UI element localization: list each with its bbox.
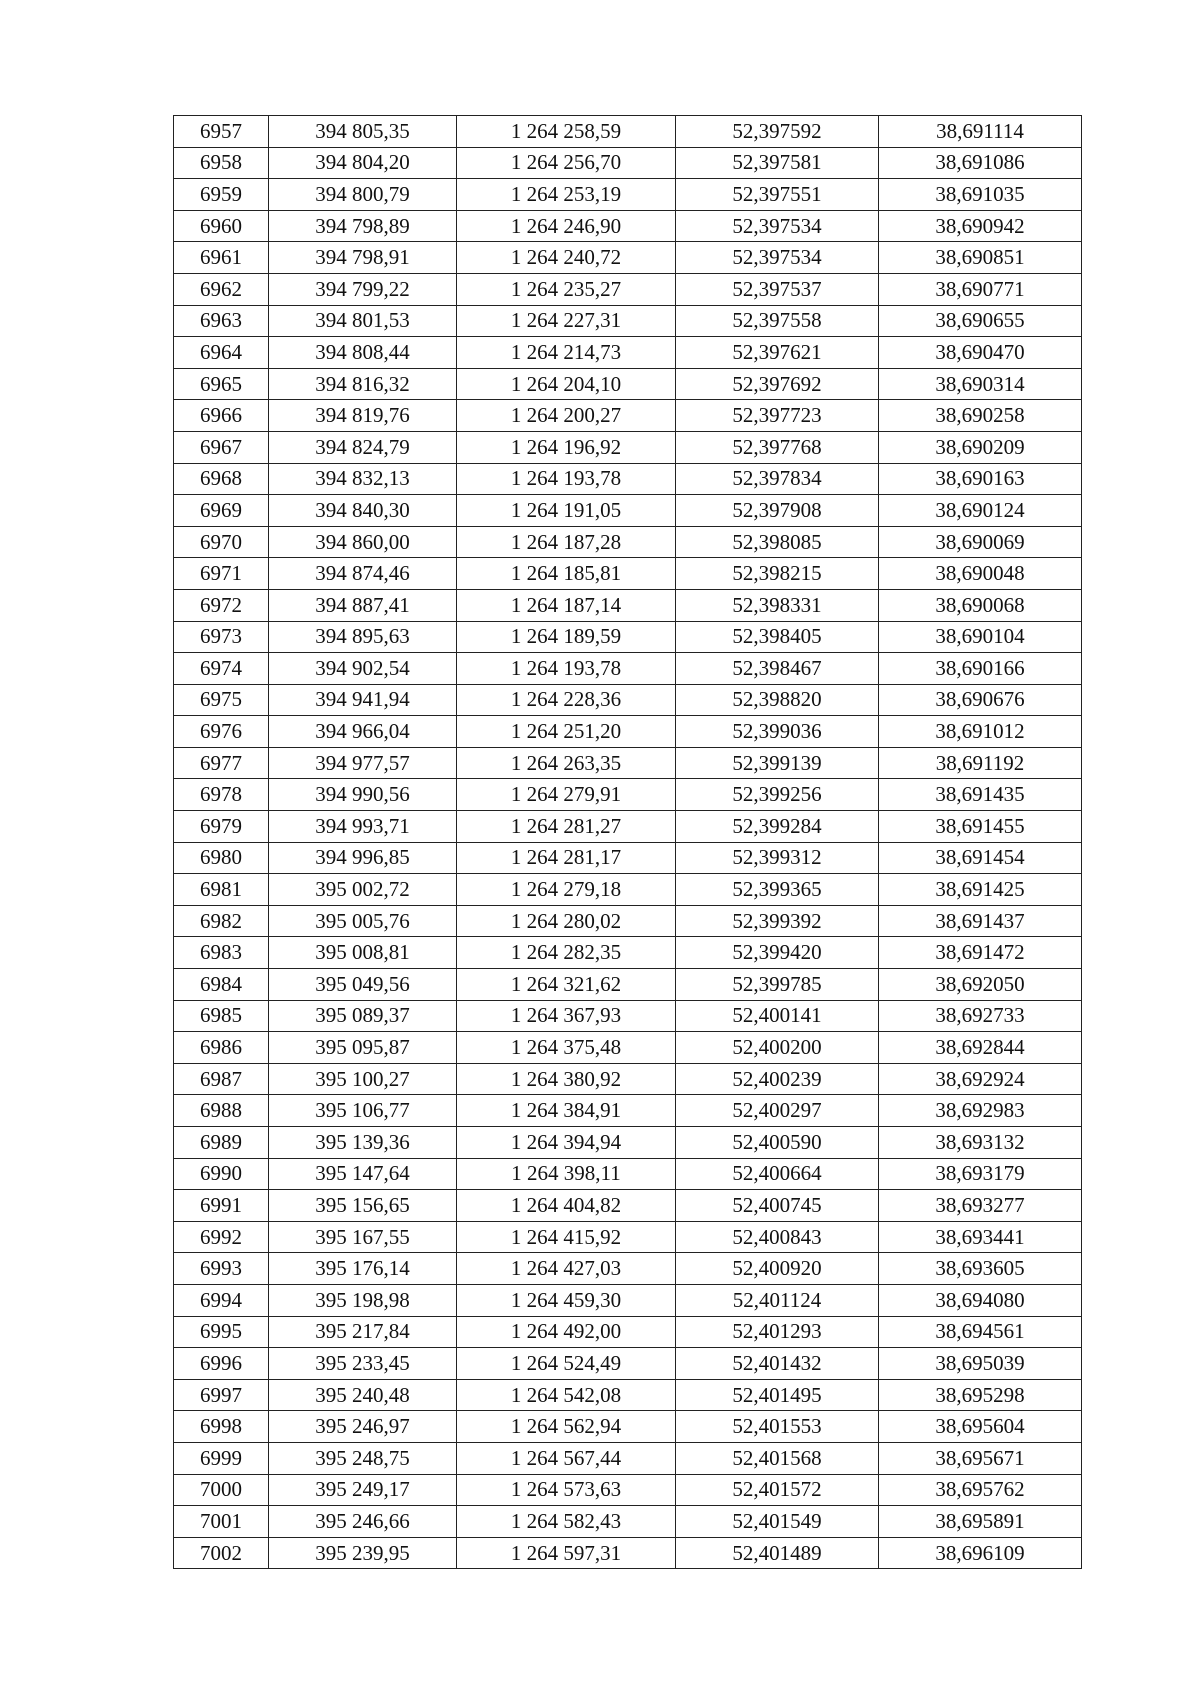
longitude-cell: 38,690314 [879,368,1082,400]
table-row [174,1284,1082,1316]
y-coordinate-cell: 1 264 281,17 [457,842,676,874]
point-number-cell: 6993 [174,1253,269,1285]
latitude-cell: 52,400200 [676,1032,879,1064]
y-coordinate-cell: 1 264 394,94 [457,1127,676,1159]
latitude-cell: 52,400590 [676,1127,879,1159]
x-coordinate-cell: 395 198,98 [269,1284,457,1316]
y-coordinate-cell: 1 264 279,91 [457,779,676,811]
latitude-cell: 52,401432 [676,1348,879,1380]
point-number-cell: 6972 [174,589,269,621]
y-coordinate-cell: 1 264 380,92 [457,1063,676,1095]
x-coordinate-cell: 395 008,81 [269,937,457,969]
y-coordinate-cell: 1 264 279,18 [457,874,676,906]
point-number-cell: 6960 [174,210,269,242]
y-coordinate-cell: 1 264 187,28 [457,526,676,558]
table-row [174,1348,1082,1380]
y-coordinate-cell: 1 264 573,63 [457,1474,676,1506]
coordinates-table-body [174,116,1082,1569]
latitude-cell: 52,397592 [676,116,879,148]
point-number-cell: 7000 [174,1474,269,1506]
x-coordinate-cell: 395 095,87 [269,1032,457,1064]
y-coordinate-cell: 1 264 459,30 [457,1284,676,1316]
latitude-cell: 52,397621 [676,337,879,369]
longitude-cell: 38,692924 [879,1063,1082,1095]
y-coordinate-cell: 1 264 196,92 [457,431,676,463]
point-number-cell: 6965 [174,368,269,400]
latitude-cell: 52,399284 [676,811,879,843]
latitude-cell: 52,397581 [676,147,879,179]
y-coordinate-cell: 1 264 542,08 [457,1379,676,1411]
x-coordinate-cell: 394 895,63 [269,621,457,653]
longitude-cell: 38,693605 [879,1253,1082,1285]
longitude-cell: 38,696109 [879,1537,1082,1569]
latitude-cell: 52,397692 [676,368,879,400]
x-coordinate-cell: 395 002,72 [269,874,457,906]
y-coordinate-cell: 1 264 492,00 [457,1316,676,1348]
x-coordinate-cell: 394 941,94 [269,684,457,716]
longitude-cell: 38,690124 [879,495,1082,527]
longitude-cell: 38,690163 [879,463,1082,495]
y-coordinate-cell: 1 264 253,19 [457,179,676,211]
x-coordinate-cell: 395 100,27 [269,1063,457,1095]
y-coordinate-cell: 1 264 384,91 [457,1095,676,1127]
longitude-cell: 38,695671 [879,1442,1082,1474]
longitude-cell: 38,690069 [879,526,1082,558]
x-coordinate-cell: 395 240,48 [269,1379,457,1411]
table-row [174,1411,1082,1443]
point-number-cell: 6964 [174,337,269,369]
point-number-cell: 6968 [174,463,269,495]
point-number-cell: 6994 [174,1284,269,1316]
table-row [174,874,1082,906]
y-coordinate-cell: 1 264 281,27 [457,811,676,843]
longitude-cell: 38,691086 [879,147,1082,179]
latitude-cell: 52,398215 [676,558,879,590]
x-coordinate-cell: 395 106,77 [269,1095,457,1127]
latitude-cell: 52,399256 [676,779,879,811]
point-number-cell: 6985 [174,1000,269,1032]
longitude-cell: 38,693441 [879,1221,1082,1253]
latitude-cell: 52,399312 [676,842,879,874]
x-coordinate-cell: 394 996,85 [269,842,457,874]
point-number-cell: 6958 [174,147,269,179]
x-coordinate-cell: 394 977,57 [269,747,457,779]
latitude-cell: 52,397723 [676,400,879,432]
y-coordinate-cell: 1 264 263,35 [457,747,676,779]
point-number-cell: 6988 [174,1095,269,1127]
y-coordinate-cell: 1 264 398,11 [457,1158,676,1190]
coordinates-table [173,115,1082,1569]
point-number-cell: 6978 [174,779,269,811]
latitude-cell: 52,401489 [676,1537,879,1569]
table-row [174,273,1082,305]
y-coordinate-cell: 1 264 193,78 [457,463,676,495]
x-coordinate-cell: 395 139,36 [269,1127,457,1159]
longitude-cell: 38,691454 [879,842,1082,874]
y-coordinate-cell: 1 264 415,92 [457,1221,676,1253]
point-number-cell: 6990 [174,1158,269,1190]
y-coordinate-cell: 1 264 189,59 [457,621,676,653]
longitude-cell: 38,695762 [879,1474,1082,1506]
x-coordinate-cell: 395 089,37 [269,1000,457,1032]
latitude-cell: 52,397537 [676,273,879,305]
longitude-cell: 38,691012 [879,716,1082,748]
table-row [174,653,1082,685]
latitude-cell: 52,401495 [676,1379,879,1411]
table-row [174,116,1082,148]
table-row [174,905,1082,937]
point-number-cell: 6976 [174,716,269,748]
x-coordinate-cell: 394 990,56 [269,779,457,811]
table-row [174,1316,1082,1348]
x-coordinate-cell: 394 874,46 [269,558,457,590]
point-number-cell: 6959 [174,179,269,211]
table-row [174,621,1082,653]
point-number-cell: 6997 [174,1379,269,1411]
y-coordinate-cell: 1 264 191,05 [457,495,676,527]
latitude-cell: 52,399420 [676,937,879,969]
point-number-cell: 6969 [174,495,269,527]
table-row [174,1158,1082,1190]
x-coordinate-cell: 394 816,32 [269,368,457,400]
point-number-cell: 6957 [174,116,269,148]
x-coordinate-cell: 395 005,76 [269,905,457,937]
y-coordinate-cell: 1 264 282,35 [457,937,676,969]
x-coordinate-cell: 394 887,41 [269,589,457,621]
table-row [174,1537,1082,1569]
table-row [174,779,1082,811]
latitude-cell: 52,401572 [676,1474,879,1506]
longitude-cell: 38,695298 [879,1379,1082,1411]
point-number-cell: 6995 [174,1316,269,1348]
latitude-cell: 52,397551 [676,179,879,211]
table-row [174,495,1082,527]
latitude-cell: 52,401293 [676,1316,879,1348]
y-coordinate-cell: 1 264 227,31 [457,305,676,337]
latitude-cell: 52,399036 [676,716,879,748]
y-coordinate-cell: 1 264 235,27 [457,273,676,305]
x-coordinate-cell: 394 860,00 [269,526,457,558]
table-row [174,1032,1082,1064]
longitude-cell: 38,694561 [879,1316,1082,1348]
latitude-cell: 52,399139 [676,747,879,779]
x-coordinate-cell: 395 176,14 [269,1253,457,1285]
longitude-cell: 38,690771 [879,273,1082,305]
table-row [174,558,1082,590]
latitude-cell: 52,398820 [676,684,879,716]
x-coordinate-cell: 395 239,95 [269,1537,457,1569]
longitude-cell: 38,690851 [879,242,1082,274]
table-row [174,337,1082,369]
point-number-cell: 6962 [174,273,269,305]
latitude-cell: 52,398331 [676,589,879,621]
table-row [174,210,1082,242]
longitude-cell: 38,692983 [879,1095,1082,1127]
x-coordinate-cell: 394 804,20 [269,147,457,179]
table-row [174,937,1082,969]
latitude-cell: 52,398405 [676,621,879,653]
longitude-cell: 38,693277 [879,1190,1082,1222]
table-row [174,1000,1082,1032]
table-row [174,463,1082,495]
point-number-cell: 6971 [174,558,269,590]
latitude-cell: 52,401568 [676,1442,879,1474]
longitude-cell: 38,691114 [879,116,1082,148]
y-coordinate-cell: 1 264 193,78 [457,653,676,685]
longitude-cell: 38,690655 [879,305,1082,337]
table-row [174,1474,1082,1506]
longitude-cell: 38,695604 [879,1411,1082,1443]
y-coordinate-cell: 1 264 582,43 [457,1506,676,1538]
point-number-cell: 6963 [174,305,269,337]
table-row [174,179,1082,211]
table-row [174,1221,1082,1253]
longitude-cell: 38,693132 [879,1127,1082,1159]
y-coordinate-cell: 1 264 567,44 [457,1442,676,1474]
latitude-cell: 52,397908 [676,495,879,527]
x-coordinate-cell: 395 147,64 [269,1158,457,1190]
table-row [174,1190,1082,1222]
y-coordinate-cell: 1 264 562,94 [457,1411,676,1443]
table-row [174,368,1082,400]
y-coordinate-cell: 1 264 246,90 [457,210,676,242]
y-coordinate-cell: 1 264 375,48 [457,1032,676,1064]
longitude-cell: 38,690166 [879,653,1082,685]
table-row [174,716,1082,748]
point-number-cell: 6980 [174,842,269,874]
longitude-cell: 38,690209 [879,431,1082,463]
longitude-cell: 38,695039 [879,1348,1082,1380]
y-coordinate-cell: 1 264 187,14 [457,589,676,621]
longitude-cell: 38,691472 [879,937,1082,969]
longitude-cell: 38,692733 [879,1000,1082,1032]
x-coordinate-cell: 394 819,76 [269,400,457,432]
x-coordinate-cell: 394 840,30 [269,495,457,527]
latitude-cell: 52,400239 [676,1063,879,1095]
table-row [174,1063,1082,1095]
y-coordinate-cell: 1 264 240,72 [457,242,676,274]
longitude-cell: 38,690104 [879,621,1082,653]
longitude-cell: 38,690258 [879,400,1082,432]
y-coordinate-cell: 1 264 280,02 [457,905,676,937]
point-number-cell: 6992 [174,1221,269,1253]
point-number-cell: 6981 [174,874,269,906]
x-coordinate-cell: 394 824,79 [269,431,457,463]
y-coordinate-cell: 1 264 258,59 [457,116,676,148]
latitude-cell: 52,400664 [676,1158,879,1190]
latitude-cell: 52,398085 [676,526,879,558]
longitude-cell: 38,690942 [879,210,1082,242]
x-coordinate-cell: 395 248,75 [269,1442,457,1474]
longitude-cell: 38,694080 [879,1284,1082,1316]
y-coordinate-cell: 1 264 367,93 [457,1000,676,1032]
longitude-cell: 38,691192 [879,747,1082,779]
table-row [174,1442,1082,1474]
point-number-cell: 6967 [174,431,269,463]
point-number-cell: 6986 [174,1032,269,1064]
table-row [174,589,1082,621]
x-coordinate-cell: 394 902,54 [269,653,457,685]
longitude-cell: 38,693179 [879,1158,1082,1190]
longitude-cell: 38,695891 [879,1506,1082,1538]
latitude-cell: 52,401549 [676,1506,879,1538]
point-number-cell: 6984 [174,969,269,1001]
table-row [174,242,1082,274]
table-row [174,811,1082,843]
point-number-cell: 6977 [174,747,269,779]
table-row [174,305,1082,337]
latitude-cell: 52,400843 [676,1221,879,1253]
longitude-cell: 38,691425 [879,874,1082,906]
table-row [174,842,1082,874]
latitude-cell: 52,399785 [676,969,879,1001]
longitude-cell: 38,692844 [879,1032,1082,1064]
longitude-cell: 38,690676 [879,684,1082,716]
table-row [174,969,1082,1001]
point-number-cell: 6974 [174,653,269,685]
y-coordinate-cell: 1 264 597,31 [457,1537,676,1569]
longitude-cell: 38,692050 [879,969,1082,1001]
latitude-cell: 52,398467 [676,653,879,685]
latitude-cell: 52,397534 [676,210,879,242]
y-coordinate-cell: 1 264 524,49 [457,1348,676,1380]
latitude-cell: 52,400745 [676,1190,879,1222]
latitude-cell: 52,397768 [676,431,879,463]
point-number-cell: 6983 [174,937,269,969]
longitude-cell: 38,691437 [879,905,1082,937]
point-number-cell: 6966 [174,400,269,432]
table-row [174,684,1082,716]
x-coordinate-cell: 395 217,84 [269,1316,457,1348]
y-coordinate-cell: 1 264 204,10 [457,368,676,400]
point-number-cell: 6987 [174,1063,269,1095]
point-number-cell: 7002 [174,1537,269,1569]
y-coordinate-cell: 1 264 321,62 [457,969,676,1001]
table-row [174,747,1082,779]
table-row [174,1095,1082,1127]
point-number-cell: 6998 [174,1411,269,1443]
point-number-cell: 6975 [174,684,269,716]
x-coordinate-cell: 394 808,44 [269,337,457,369]
y-coordinate-cell: 1 264 185,81 [457,558,676,590]
latitude-cell: 52,397834 [676,463,879,495]
x-coordinate-cell: 394 832,13 [269,463,457,495]
x-coordinate-cell: 394 800,79 [269,179,457,211]
longitude-cell: 38,690068 [879,589,1082,621]
x-coordinate-cell: 394 799,22 [269,273,457,305]
y-coordinate-cell: 1 264 214,73 [457,337,676,369]
table-row [174,526,1082,558]
point-number-cell: 6970 [174,526,269,558]
y-coordinate-cell: 1 264 251,20 [457,716,676,748]
x-coordinate-cell: 395 156,65 [269,1190,457,1222]
latitude-cell: 52,397558 [676,305,879,337]
latitude-cell: 52,399392 [676,905,879,937]
x-coordinate-cell: 395 167,55 [269,1221,457,1253]
table-row [174,1506,1082,1538]
y-coordinate-cell: 1 264 256,70 [457,147,676,179]
x-coordinate-cell: 395 049,56 [269,969,457,1001]
x-coordinate-cell: 395 246,97 [269,1411,457,1443]
latitude-cell: 52,399365 [676,874,879,906]
table-row [174,1379,1082,1411]
y-coordinate-cell: 1 264 228,36 [457,684,676,716]
x-coordinate-cell: 394 966,04 [269,716,457,748]
table-row [174,1127,1082,1159]
longitude-cell: 38,691455 [879,811,1082,843]
x-coordinate-cell: 394 801,53 [269,305,457,337]
longitude-cell: 38,690048 [879,558,1082,590]
x-coordinate-cell: 395 249,17 [269,1474,457,1506]
latitude-cell: 52,401124 [676,1284,879,1316]
point-number-cell: 6996 [174,1348,269,1380]
table-row [174,147,1082,179]
latitude-cell: 52,400920 [676,1253,879,1285]
x-coordinate-cell: 394 993,71 [269,811,457,843]
table-row [174,431,1082,463]
x-coordinate-cell: 394 798,89 [269,210,457,242]
point-number-cell: 6989 [174,1127,269,1159]
y-coordinate-cell: 1 264 200,27 [457,400,676,432]
latitude-cell: 52,397534 [676,242,879,274]
y-coordinate-cell: 1 264 427,03 [457,1253,676,1285]
x-coordinate-cell: 395 233,45 [269,1348,457,1380]
y-coordinate-cell: 1 264 404,82 [457,1190,676,1222]
x-coordinate-cell: 395 246,66 [269,1506,457,1538]
point-number-cell: 6982 [174,905,269,937]
table-row [174,400,1082,432]
longitude-cell: 38,690470 [879,337,1082,369]
point-number-cell: 6991 [174,1190,269,1222]
x-coordinate-cell: 394 805,35 [269,116,457,148]
x-coordinate-cell: 394 798,91 [269,242,457,274]
point-number-cell: 6973 [174,621,269,653]
point-number-cell: 6961 [174,242,269,274]
point-number-cell: 6999 [174,1442,269,1474]
point-number-cell: 7001 [174,1506,269,1538]
latitude-cell: 52,401553 [676,1411,879,1443]
point-number-cell: 6979 [174,811,269,843]
table-row [174,1253,1082,1285]
longitude-cell: 38,691435 [879,779,1082,811]
longitude-cell: 38,691035 [879,179,1082,211]
latitude-cell: 52,400141 [676,1000,879,1032]
latitude-cell: 52,400297 [676,1095,879,1127]
